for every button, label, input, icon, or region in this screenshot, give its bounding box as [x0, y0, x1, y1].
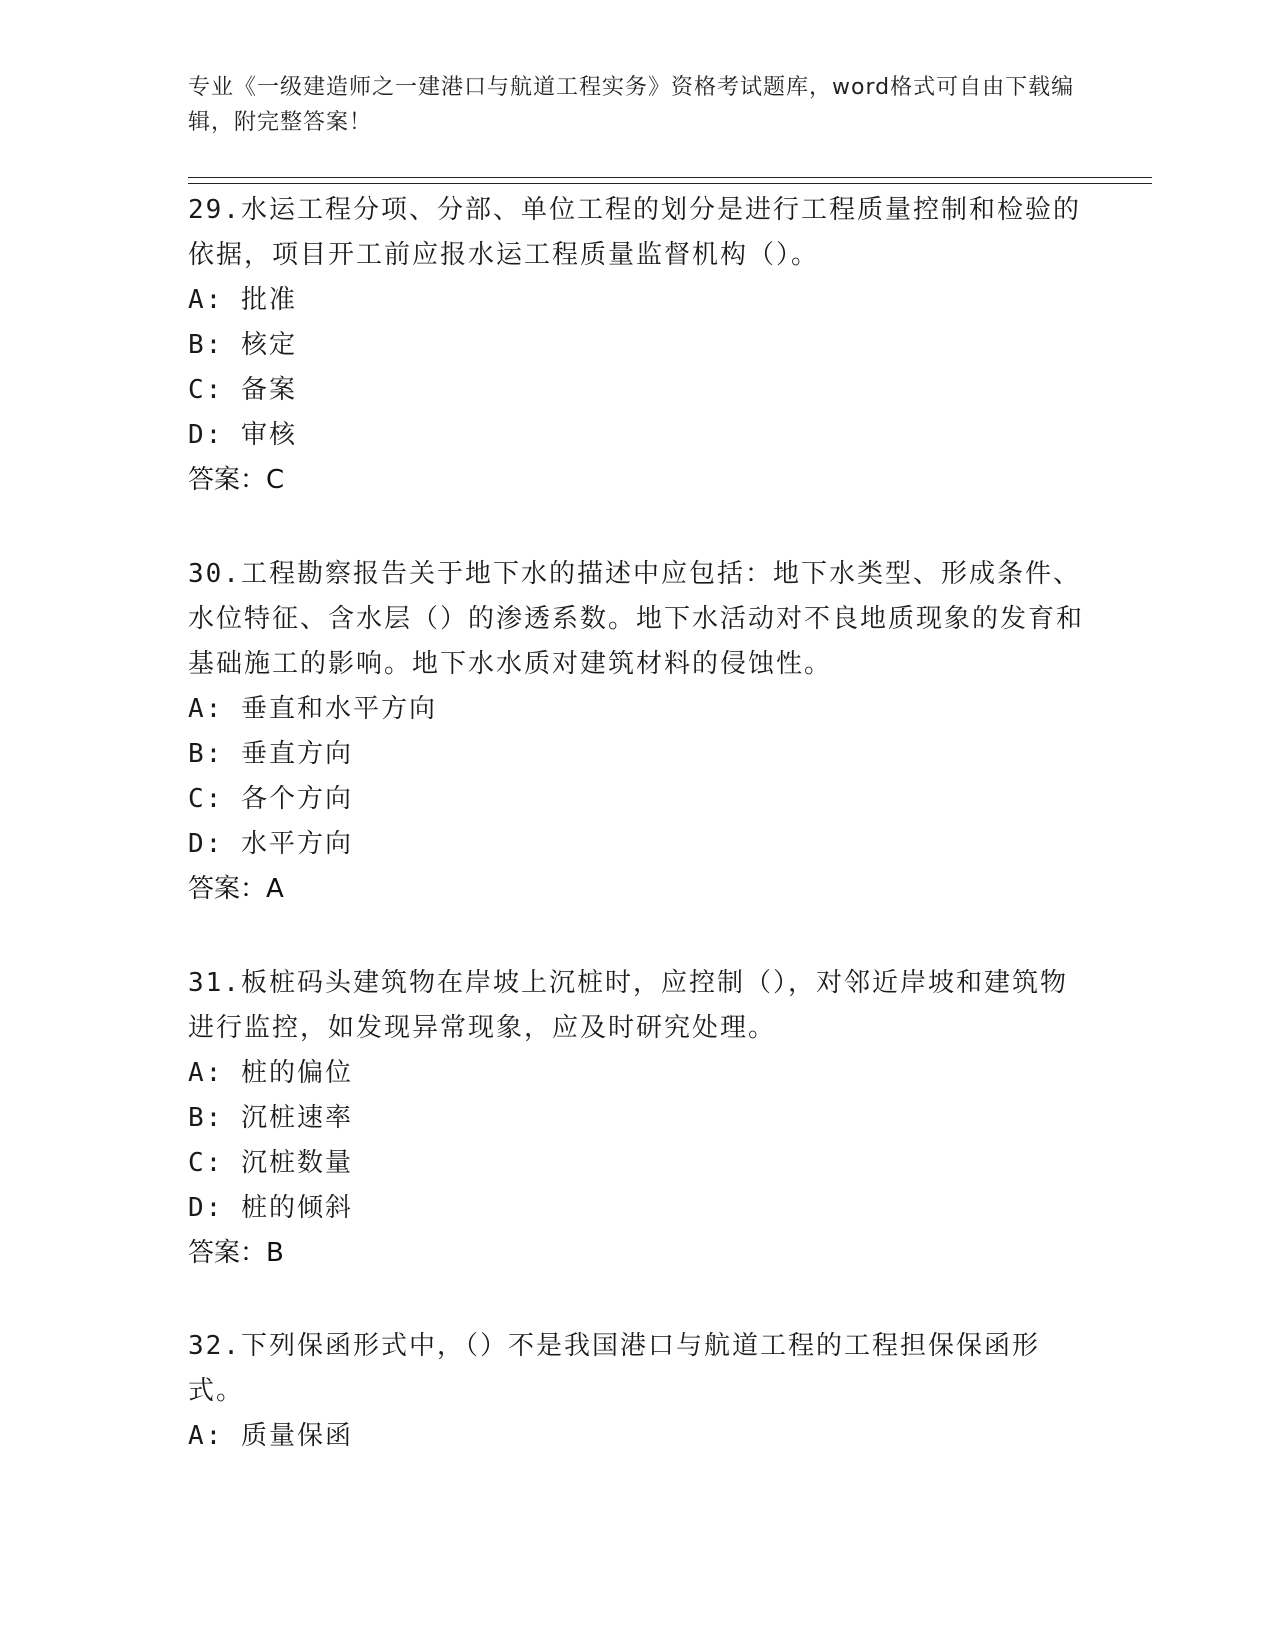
question-stem: 31.板桩码头建筑物在岸坡上沉桩时，应控制（），对邻近岸坡和建筑物进行监控，如发现异常现象，应及时研究处理。 — [188, 968, 1068, 1043]
question-stem: 30.工程勘察报告关于地下水的描述中应包括：地下水类型、形成条件、水位特征、含水层（）的渗透系数。地下水活动对不良地质现象的发育和基础施工的影响。地下水水质对建筑材料的侵蚀性。 — [188, 559, 1085, 679]
option-c: C: 沉桩数量 — [188, 1148, 353, 1178]
option-d: D: 审核 — [188, 420, 297, 450]
option-c: C: 备案 — [188, 375, 297, 405]
header-divider-bottom — [188, 183, 1152, 184]
option-b: B: 核定 — [188, 330, 297, 360]
answer: 答案：B — [188, 1238, 284, 1268]
question-31 — [188, 961, 1088, 1276]
option-d: D: 水平方向 — [188, 829, 353, 859]
option-c: C: 各个方向 — [188, 784, 353, 814]
option-a: A: 批准 — [188, 285, 297, 315]
option-a: A: 垂直和水平方向 — [188, 694, 437, 724]
question-32 — [188, 1324, 1088, 1459]
option-a: A: 质量保函 — [188, 1421, 353, 1451]
option-d: D: 桩的倾斜 — [188, 1193, 353, 1223]
option-a: A: 桩的偏位 — [188, 1058, 353, 1088]
answer: 答案：C — [188, 465, 285, 495]
option-b: B: 垂直方向 — [188, 739, 353, 769]
question-stem: 32.下列保函形式中，（）不是我国港口与航道工程的工程担保保函形式。 — [188, 1331, 1040, 1406]
header-divider-top — [188, 177, 1152, 178]
option-b: B: 沉桩速率 — [188, 1103, 353, 1133]
answer: 答案：A — [188, 874, 284, 904]
question-29 — [188, 188, 1088, 503]
document-header: 专业《一级建造师之一建港口与航道工程实务》资格考试题库，word格式可自由下载编辑，附完整答案！ — [188, 75, 1075, 135]
question-stem: 29.水运工程分项、分部、单位工程的划分是进行工程质量控制和检验的依据，项目开工前应报水运工程质量监督机构（）。 — [188, 195, 1081, 270]
question-30 — [188, 552, 1088, 912]
